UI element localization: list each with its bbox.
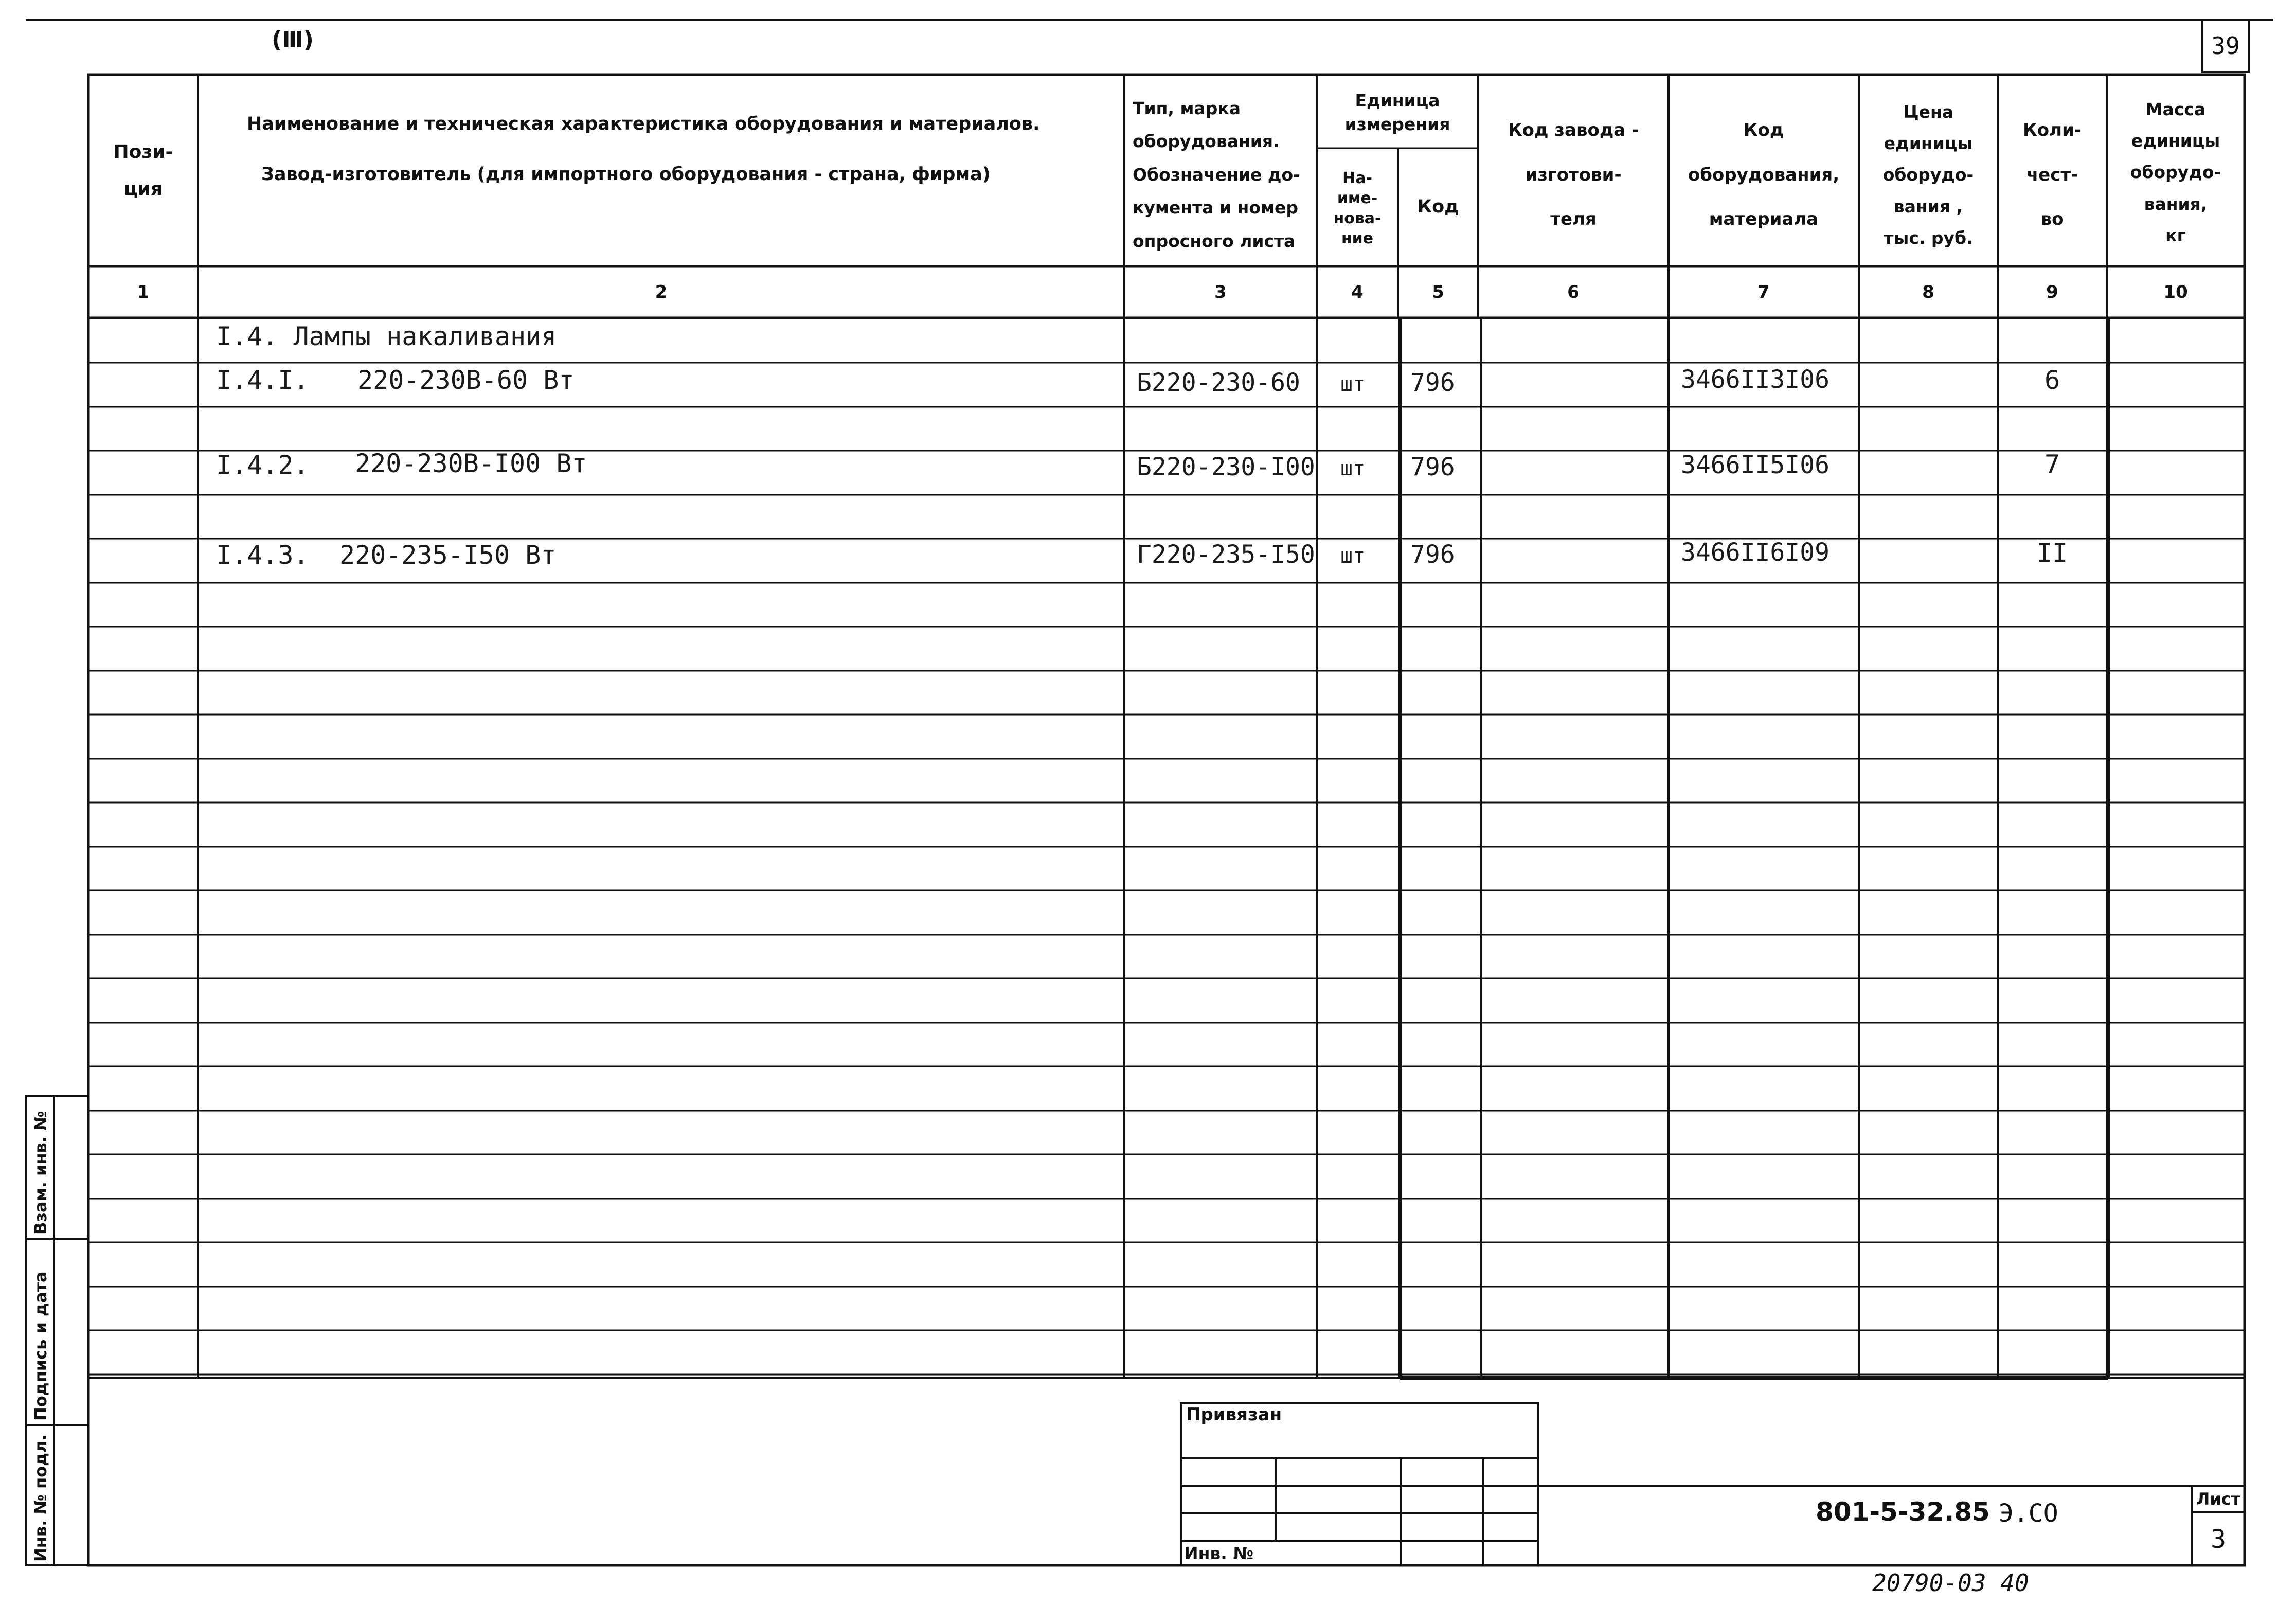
item-equipment-code: 3466II5I06	[1681, 451, 1829, 479]
header-col7	[1669, 87, 1859, 262]
sheet-label: Лист	[2196, 1489, 2241, 1509]
sheet-value: 3	[2210, 1524, 2227, 1554]
stamp-original-inventory: Инв. № подл.	[31, 1434, 50, 1562]
item-unit-code: 796	[1410, 453, 1455, 481]
header-unit-line: Единица	[1355, 90, 1440, 111]
column-number: 3	[1214, 282, 1227, 302]
item-name: 220-235-I50 Вт	[339, 540, 557, 570]
document-code: 801-5-32.85	[1816, 1497, 1990, 1527]
header-col4-line: На-	[1342, 169, 1372, 187]
header-col10-line: единицы	[2131, 131, 2220, 151]
header-col10-line: кг	[2165, 225, 2186, 245]
archive-number: 20790-03 40	[1872, 1569, 2029, 1597]
header-col9-line: чест-	[2026, 164, 2078, 185]
header-col8-line: Цена	[1903, 102, 1954, 122]
header-col9-line: Коли-	[2023, 119, 2082, 140]
header-col6	[1478, 87, 1669, 262]
header-col10-line: вания,	[2144, 193, 2208, 214]
header-col4	[1317, 152, 1398, 265]
item-position: I.4.3.	[216, 540, 309, 570]
header-col2-line: Завод-изготовитель (для импортного оборудования - страна, фирма)	[261, 164, 991, 185]
document-suffix: Э.СО	[1999, 1499, 2058, 1528]
column-number: 8	[1922, 282, 1934, 302]
header-col10	[2107, 82, 2245, 262]
item-name: 220-230В-60 Вт	[357, 365, 575, 395]
column-number: 7	[1757, 282, 1770, 302]
section-mark: (Ⅲ)	[272, 27, 314, 53]
item-quantity: 6	[2044, 365, 2060, 395]
header-col3	[1133, 87, 1313, 262]
header-col8-line: вания ,	[1893, 196, 1963, 217]
column-number: 9	[2046, 282, 2058, 302]
header-col3-line: Тип, марка	[1133, 98, 1241, 119]
header-col10-line: оборудо-	[2130, 162, 2221, 183]
binding-inventory-label: Инв. №	[1184, 1543, 1254, 1563]
sheet-number: 39	[2211, 32, 2240, 60]
header-col3-line: оборудования.	[1133, 131, 1280, 152]
column-number: 1	[137, 282, 150, 302]
item-type: Б220-230-I00	[1137, 453, 1315, 481]
column-number: 4	[1351, 282, 1364, 302]
stamp-signature-date: Подпись и дата	[31, 1271, 50, 1421]
item-equipment-code: 3466II6I09	[1681, 538, 1829, 567]
item-equipment-code: 3466II3I06	[1681, 365, 1829, 394]
header-unit-group	[1317, 80, 1478, 146]
header-col10-line: Масса	[2145, 99, 2206, 120]
item-position: I.4.2.	[216, 450, 309, 480]
item-unit: шт	[1340, 457, 1366, 480]
item-position: I.4.I.	[216, 365, 309, 395]
header-col7-line: Код	[1743, 119, 1784, 140]
header-col6-line: изготови-	[1525, 164, 1622, 185]
header-col8	[1859, 87, 1998, 262]
column-number: 6	[1567, 282, 1580, 302]
header-col8-line: оборудо-	[1882, 165, 1974, 185]
item-type: Б220-230-60	[1137, 368, 1300, 397]
header-col4-line: ние	[1341, 229, 1374, 247]
header-col7-line: оборудования,	[1688, 164, 1840, 185]
item-type: Г220-235-I50	[1137, 540, 1315, 569]
header-col9-line: во	[2040, 209, 2064, 230]
header-col3-line: кумента и номер	[1133, 198, 1299, 218]
item-unit: шт	[1340, 372, 1366, 396]
column-number: 5	[1432, 282, 1444, 302]
header-col5: Код	[1417, 197, 1459, 218]
item-unit-code: 796	[1410, 540, 1455, 569]
section-title: I.4. Лампы накаливания	[216, 322, 557, 351]
item-name: 220-230В-I00 Вт	[355, 449, 587, 478]
header-col4-line: име-	[1337, 189, 1378, 207]
header-col2-line: Наименование и техническая характеристика оборудования и материалов.	[247, 114, 1040, 134]
header-col1-line: Пози-	[113, 141, 173, 163]
header-col9	[1998, 87, 2107, 262]
header-col3-line: опросного листа	[1133, 230, 1296, 251]
binding-title: Привязан	[1186, 1404, 1282, 1425]
item-quantity: II	[2036, 538, 2068, 568]
header-col8-line: тыс. руб.	[1884, 227, 1973, 248]
header-col7-line: материала	[1709, 209, 1819, 230]
column-number: 2	[655, 282, 668, 302]
item-quantity: 7	[2044, 450, 2060, 479]
header-col1-line: ция	[123, 178, 163, 200]
header-col1	[88, 75, 198, 266]
item-unit: шт	[1340, 544, 1366, 568]
header-col3-line: Обозначение до-	[1133, 164, 1300, 185]
header-col8-line: единицы	[1884, 133, 1973, 154]
header-unit-line: измерения	[1344, 114, 1450, 134]
header-col6-line: Код завода -	[1508, 119, 1639, 140]
header-col6-line: теля	[1550, 209, 1597, 230]
stamp-replacement-inventory: Взам. инв. №	[31, 1111, 50, 1235]
item-unit-code: 796	[1410, 368, 1455, 397]
column-number: 10	[2163, 282, 2188, 302]
header-col4-line: нова-	[1333, 209, 1382, 227]
header-col2	[247, 103, 1111, 195]
